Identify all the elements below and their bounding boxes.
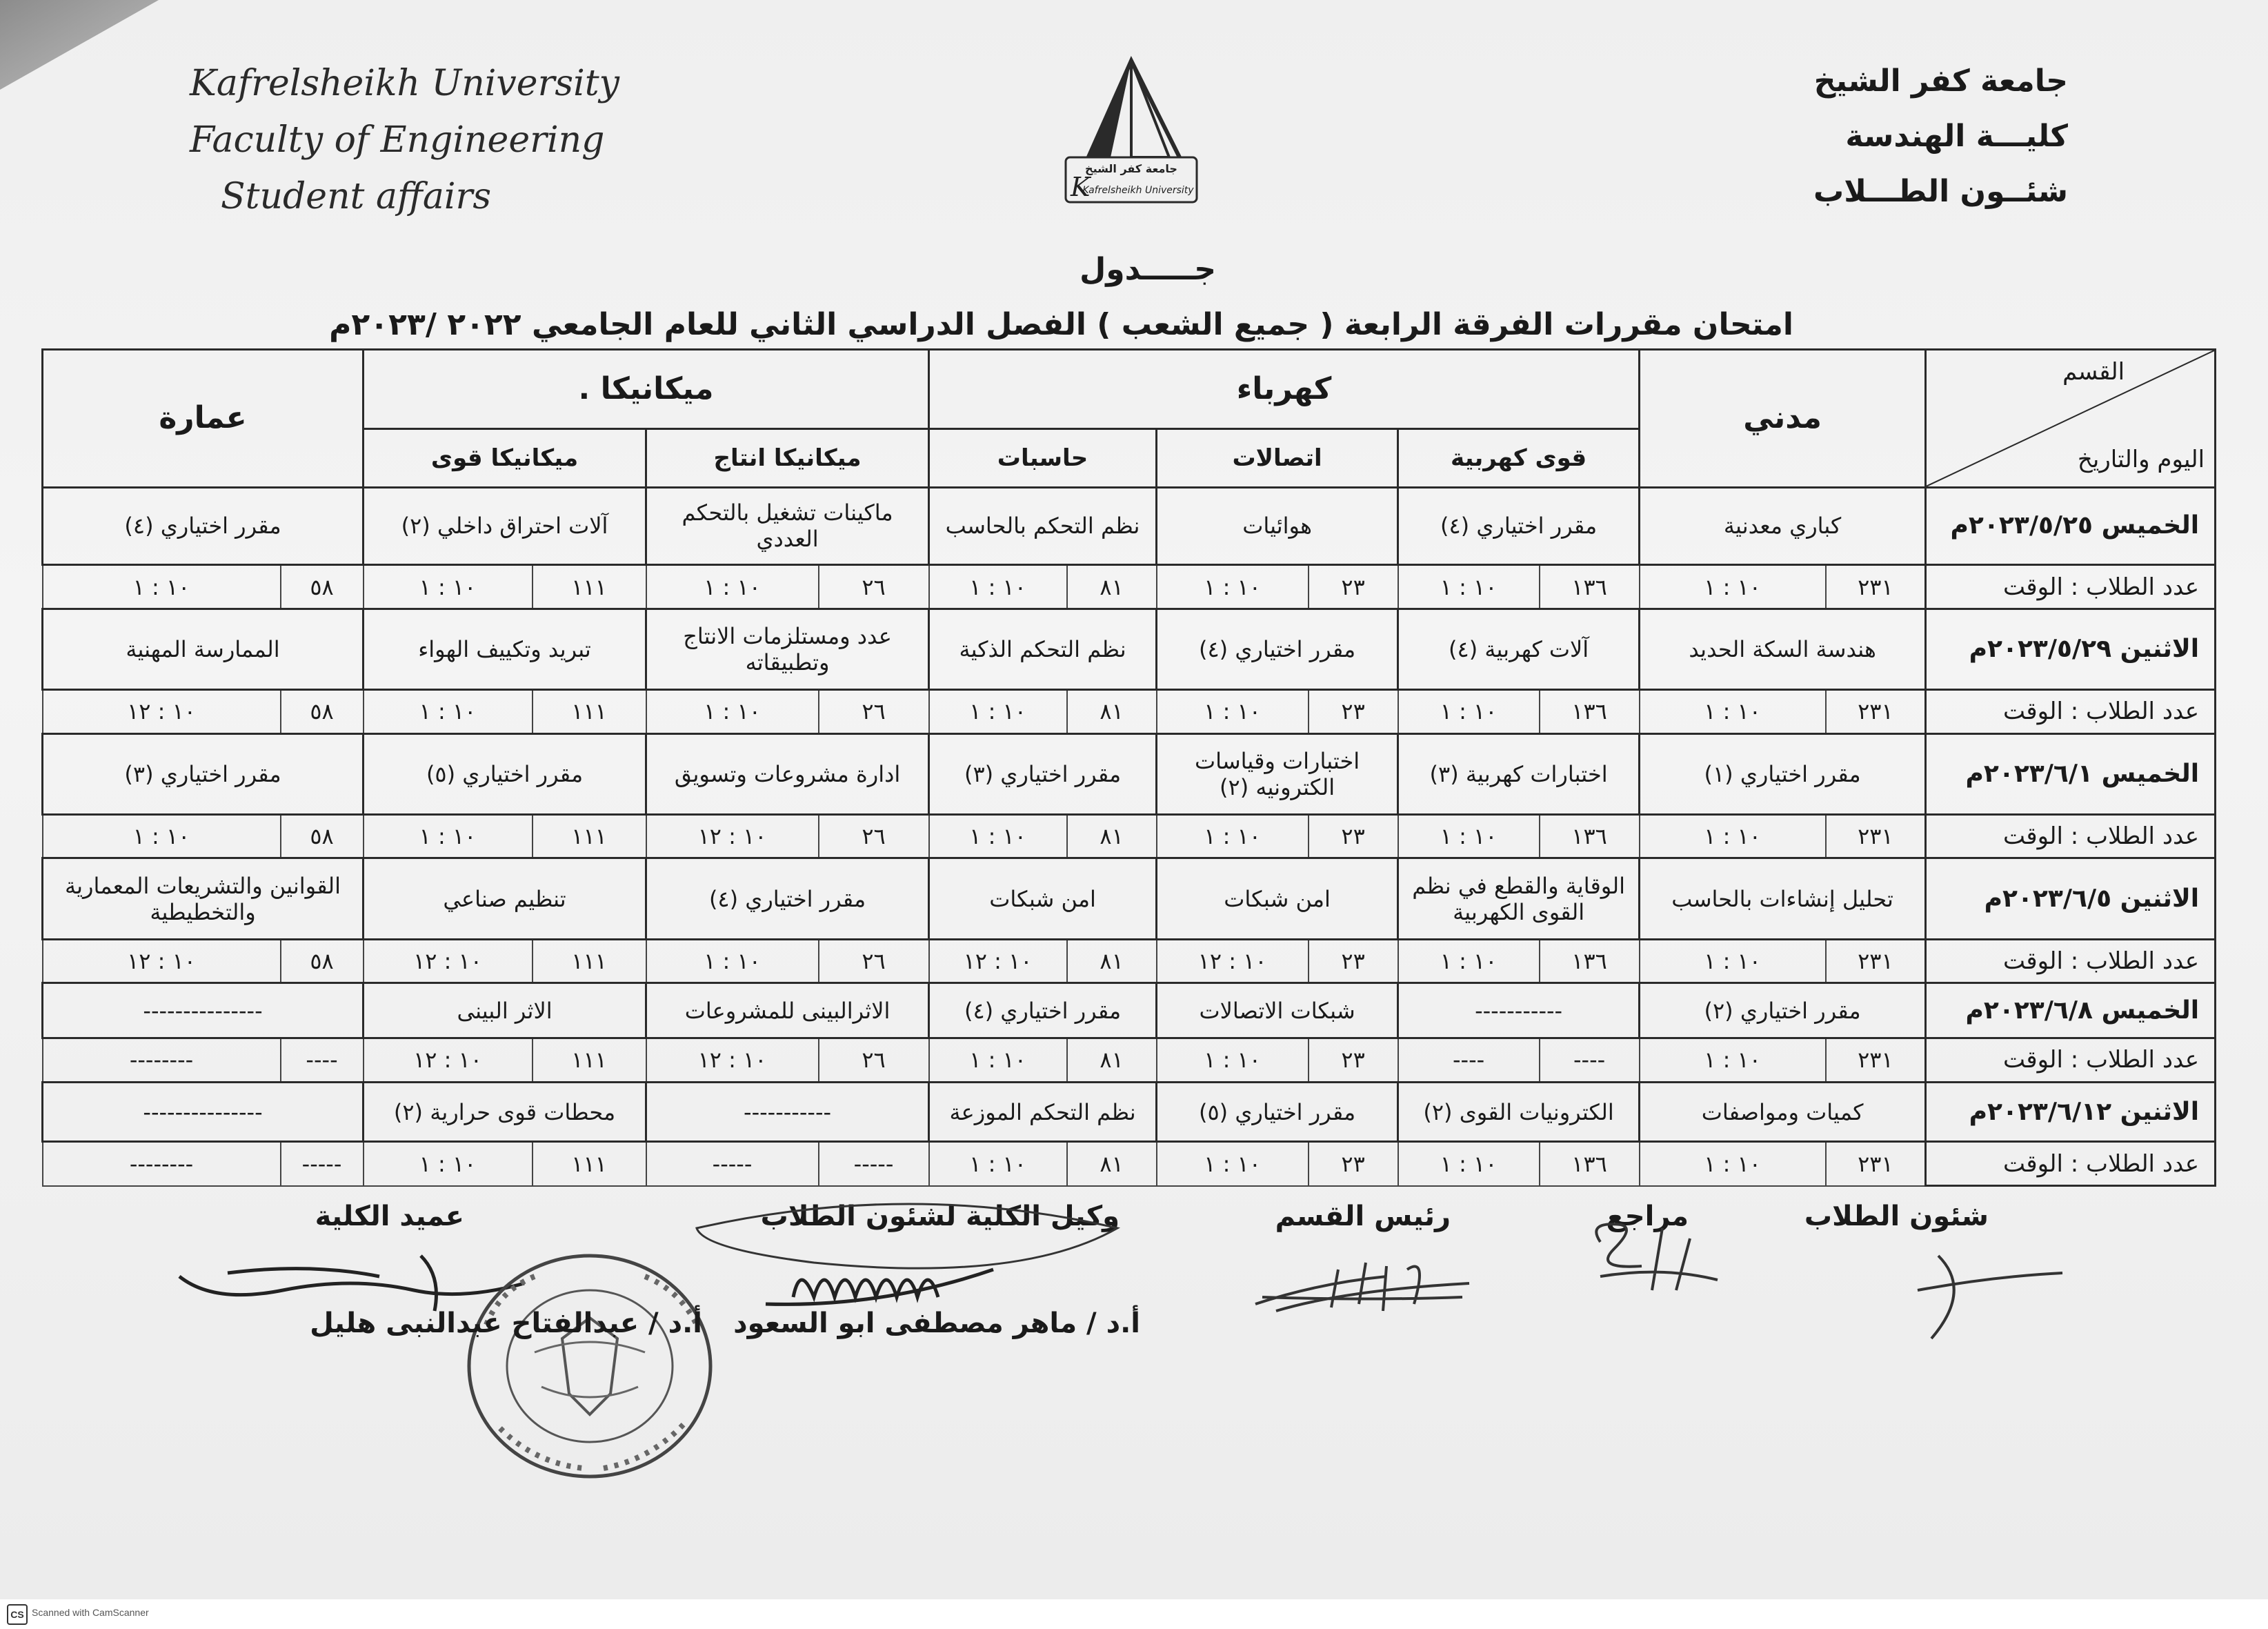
subject-comm: مقرر اختياري (٤)	[1157, 609, 1398, 689]
student-count-row	[43, 1142, 2216, 1186]
exam-time-comm: ١٠ : ١	[1157, 565, 1309, 609]
schedule-subtitle: امتحان مقررات الفرقة الرابعة ( جميع الشعب ) الفصل الدراسي الثاني للعام الجامعي ٢٠٢٢ /٢٠٢٣م	[329, 307, 1793, 342]
exam-time-prod: ١٠ : ١	[646, 939, 819, 983]
subject-comp: مقرر اختياري (٣)	[929, 733, 1157, 814]
subject-mpower: محطات قوى حرارية (٢)	[364, 1082, 646, 1142]
dept-mechanical-dot: .	[578, 371, 590, 407]
subject-comm: هوائيات	[1157, 487, 1398, 565]
branch-communications: اتصالات	[1157, 429, 1398, 488]
subject-power: مقرر اختياري (٤)	[1398, 487, 1640, 565]
student-count-prod: ٢٦	[819, 815, 929, 858]
subject-mpower: تبريد وتكييف الهواء	[364, 609, 646, 689]
exam-time-civil: ١٠ : ١	[1640, 939, 1826, 983]
sig-reviewer: مراجع	[1606, 1201, 1689, 1232]
exam-time-prod: ١٠ : ١	[646, 565, 819, 609]
student-count-arch: ٥٨	[281, 939, 364, 983]
student-count-comp: ٨١	[1067, 565, 1157, 609]
exam-time-arch: ١٠ : ١	[43, 565, 281, 609]
subject-mpower: مقرر اختياري (٥)	[364, 733, 646, 814]
sig-vice-dean: وكيل الكلية لشئون الطلاب	[760, 1201, 1120, 1232]
exam-time-power: ١٠ : ١	[1398, 690, 1540, 733]
exam-date: الخميس ٢٠٢٣/٦/١م	[1926, 733, 2216, 814]
student-count-arch: ٥٨	[281, 690, 364, 733]
exam-time-prod: -----	[646, 1142, 819, 1186]
subject-civil: هندسة السكة الحديد	[1640, 609, 1926, 689]
subject-comp: نظم التحكم بالحاسب	[929, 487, 1157, 565]
university-logo	[1048, 54, 1214, 213]
exam-time-comp: ١٠ : ١	[929, 1038, 1067, 1082]
exam-date: الاثنين ٢٠٢٣/٦/٥م	[1926, 858, 2216, 939]
sig-dept-head: رئيس القسم	[1275, 1201, 1451, 1232]
exam-date: الخميس ٢٠٢٣/٦/٨م	[1926, 983, 2216, 1038]
exam-day-row	[43, 1082, 2216, 1142]
header-arabic	[1654, 54, 2068, 219]
student-count-row	[43, 939, 2216, 983]
exam-time-arch: --------	[43, 1038, 281, 1082]
corner-dept-label: القسم	[2062, 358, 2125, 386]
schedule-grid	[41, 348, 2216, 1187]
student-count-mpower: ١١١	[533, 1142, 646, 1186]
exam-time-civil: ١٠ : ١	[1640, 1038, 1826, 1082]
subject-mpower: الاثر البينى	[364, 983, 646, 1038]
exam-time-power: ١٠ : ١	[1398, 565, 1540, 609]
corner-date-label: اليوم والتاريخ	[2077, 445, 2205, 473]
dept-civil: مدني	[1640, 350, 1926, 488]
student-count-comm: ٢٣	[1309, 690, 1398, 733]
subject-comm: اختبارات وقياسات الكترونيه (٢)	[1157, 733, 1398, 814]
header-english	[190, 55, 673, 225]
subject-prod: الاثرالبينى للمشروعات	[646, 983, 929, 1038]
exam-schedule-table	[41, 348, 2214, 1187]
exam-date: الاثنين ٢٠٢٣/٥/٢٩م	[1926, 609, 2216, 689]
department-name-en: Student affairs	[221, 176, 492, 217]
subject-civil: كباري معدنية	[1640, 487, 1926, 565]
exam-date: الخميس ٢٠٢٣/٥/٢٥م	[1926, 487, 2216, 565]
subject-comm: مقرر اختياري (٥)	[1157, 1082, 1398, 1142]
exam-day-row	[43, 733, 2216, 814]
exam-time-power: ١٠ : ١	[1398, 939, 1540, 983]
exam-time-power: ١٠ : ١	[1398, 815, 1540, 858]
student-count-mpower: ١١١	[533, 690, 646, 733]
student-affairs-signature	[1890, 1235, 2069, 1345]
sig-student-affairs: شئون الطلاب	[1804, 1201, 1989, 1232]
dept-head-signature	[1249, 1242, 1483, 1325]
student-count-comp: ٨١	[1067, 939, 1157, 983]
subject-arch: ---------------	[43, 1082, 364, 1142]
student-count-mpower: ١١١	[533, 939, 646, 983]
student-count-row	[43, 1038, 2216, 1082]
exam-time-civil: ١٠ : ١	[1640, 1142, 1826, 1186]
student-count-civil: ٢٣١	[1826, 815, 1926, 858]
exam-time-comp: ١٠ : ١	[929, 1142, 1067, 1186]
university-name-ar: جامعة كفر الشيخ	[1813, 63, 2068, 99]
exam-day-row	[43, 983, 2216, 1038]
student-count-power: ١٣٦	[1540, 815, 1640, 858]
student-count-mpower: ١١١	[533, 815, 646, 858]
subject-power: الكترونيات القوى (٢)	[1398, 1082, 1640, 1142]
vice-dean-name: أ.د / ماهر مصطفى ابو السعود	[733, 1307, 1140, 1339]
student-count-mpower: ١١١	[533, 1038, 646, 1082]
count-time-label: عدد الطلاب : الوقت	[1926, 565, 2216, 609]
student-count-arch: -----	[281, 1142, 364, 1186]
student-count-civil: ٢٣١	[1826, 1038, 1926, 1082]
subject-comp: مقرر اختياري (٤)	[929, 983, 1157, 1038]
department-name-ar: شئــون الطـــلاب	[1813, 174, 2068, 209]
exam-time-power: ١٠ : ١	[1398, 1142, 1540, 1186]
corner-header-cell	[1926, 350, 2216, 488]
student-count-power: ١٣٦	[1540, 690, 1640, 733]
university-name-en: Kafrelsheikh University	[190, 63, 620, 104]
student-count-power: ١٣٦	[1540, 939, 1640, 983]
exam-time-comm: ١٠ : ١	[1157, 690, 1309, 733]
exam-time-arch: ١٠ : ١٢	[43, 939, 281, 983]
student-count-row	[43, 565, 2216, 609]
subject-power: -----------	[1398, 983, 1640, 1038]
student-count-power: ١٣٦	[1540, 565, 1640, 609]
subject-civil: مقرر اختياري (١)	[1640, 733, 1926, 814]
student-count-power: ١٣٦	[1540, 1142, 1640, 1186]
subject-civil: كميات ومواصفات	[1640, 1082, 1926, 1142]
subject-comp: نظم التحكم الموزعة	[929, 1082, 1157, 1142]
subject-power: اختبارات كهربية (٣)	[1398, 733, 1640, 814]
faculty-name-ar: كليـــة الهندسة	[1845, 119, 2068, 154]
count-time-label: عدد الطلاب : الوقت	[1926, 1142, 2216, 1186]
exam-time-arch: --------	[43, 1142, 281, 1186]
student-count-comm: ٢٣	[1309, 1142, 1398, 1186]
exam-time-mpower: ١٠ : ١	[364, 565, 533, 609]
student-count-prod: -----	[819, 1142, 929, 1186]
count-time-label: عدد الطلاب : الوقت	[1926, 1038, 2216, 1082]
student-count-comm: ٢٣	[1309, 939, 1398, 983]
exam-time-mpower: ١٠ : ١٢	[364, 939, 533, 983]
dept-mechanical	[364, 350, 929, 429]
dept-architecture: عمارة	[43, 350, 364, 488]
exam-time-mpower: ١٠ : ١	[364, 690, 533, 733]
student-count-row	[43, 815, 2216, 858]
exam-time-arch: ١٠ : ١	[43, 815, 281, 858]
subject-comp: امن شبكات	[929, 858, 1157, 939]
exam-time-comp: ١٠ : ١	[929, 815, 1067, 858]
camscanner-icon: CS	[7, 1604, 28, 1625]
scanner-caption: Scanned with CamScanner	[32, 1607, 149, 1618]
count-time-label: عدد الطلاب : الوقت	[1926, 939, 2216, 983]
subject-arch: ---------------	[43, 983, 364, 1038]
subject-prod: ادارة مشروعات وتسويق	[646, 733, 929, 814]
student-count-prod: ٢٦	[819, 565, 929, 609]
count-time-label: عدد الطلاب : الوقت	[1926, 815, 2216, 858]
branch-power: قوى كهربية	[1398, 429, 1640, 488]
student-count-civil: ٢٣١	[1826, 690, 1926, 733]
student-count-prod: ٢٦	[819, 939, 929, 983]
exam-time-comp: ١٠ : ١٢	[929, 939, 1067, 983]
exam-time-mpower: ١٠ : ١	[364, 1142, 533, 1186]
student-count-arch: ٥٨	[281, 565, 364, 609]
subject-mpower: آلات احتراق داخلي (٢)	[364, 487, 646, 565]
subject-arch: الممارسة المهنية	[43, 609, 364, 689]
subject-prod: -----------	[646, 1082, 929, 1142]
logo-letter: K	[1071, 172, 1091, 202]
exam-time-mpower: ١٠ : ١	[364, 815, 533, 858]
student-count-comm: ٢٣	[1309, 815, 1398, 858]
dean-name: أ.د / عبدالفتاح عبدالنبى هليل	[310, 1307, 702, 1339]
subject-arch: القوانين والتشريعات المعمارية والتخطيطية	[43, 858, 364, 939]
reviewer-signature	[1580, 1201, 1738, 1311]
scanner-footer	[0, 1599, 2268, 1629]
vice-dean-signature	[676, 1187, 1159, 1325]
student-count-prod: ٢٦	[819, 690, 929, 733]
subject-comm: امن شبكات	[1157, 858, 1398, 939]
sig-dean: عميد الكلية	[315, 1201, 464, 1232]
subject-civil: مقرر اختياري (٢)	[1640, 983, 1926, 1038]
exam-time-comp: ١٠ : ١	[929, 690, 1067, 733]
subject-prod: عدد ومستلزمات الانتاج وتطبيقاته	[646, 609, 929, 689]
exam-time-comm: ١٠ : ١	[1157, 1142, 1309, 1186]
subject-mpower: تنظيم صناعي	[364, 858, 646, 939]
student-count-row	[43, 690, 2216, 733]
subject-arch: مقرر اختياري (٣)	[43, 733, 364, 814]
dept-electrical: كهرباء	[929, 350, 1640, 429]
subject-comp: نظم التحكم الذكية	[929, 609, 1157, 689]
branch-production: ميكانيكا انتاج	[646, 429, 929, 488]
branch-mech-power: ميكانيكا قوى	[364, 429, 646, 488]
exam-time-power: ----	[1398, 1038, 1540, 1082]
subject-civil: تحليل إنشاءات بالحاسب	[1640, 858, 1926, 939]
official-stamp	[459, 1249, 721, 1483]
exam-time-prod: ١٠ : ١	[646, 690, 819, 733]
subject-prod: ماكينات تشغيل بالتحكم العددي	[646, 487, 929, 565]
exam-time-mpower: ١٠ : ١٢	[364, 1038, 533, 1082]
faculty-name-en: Faculty of Engineering	[190, 119, 605, 161]
logo-bottom-text: Kafrelsheikh University	[1082, 185, 1194, 196]
schedule-title: جـــــدول	[1080, 252, 1216, 287]
exam-time-comm: ١٠ : ١	[1157, 1038, 1309, 1082]
student-count-comm: ٢٣	[1309, 565, 1398, 609]
exam-time-civil: ١٠ : ١	[1640, 815, 1826, 858]
subject-power: آلات كهربية (٤)	[1398, 609, 1640, 689]
exam-time-comm: ١٠ : ١	[1157, 815, 1309, 858]
exam-time-comm: ١٠ : ١٢	[1157, 939, 1309, 983]
student-count-comp: ٨١	[1067, 690, 1157, 733]
student-count-arch: ٥٨	[281, 815, 364, 858]
student-count-civil: ٢٣١	[1826, 939, 1926, 983]
exam-day-row	[43, 858, 2216, 939]
exam-time-arch: ١٠ : ١٢	[43, 690, 281, 733]
subject-power: الوقاية والقطع في نظم القوى الكهربية	[1398, 858, 1640, 939]
student-count-prod: ٢٦	[819, 1038, 929, 1082]
subject-comm: شبكات الاتصالات	[1157, 983, 1398, 1038]
student-count-comp: ٨١	[1067, 815, 1157, 858]
logo-top-text: جامعة كفر الشيخ	[1085, 162, 1177, 175]
subject-arch: مقرر اختياري (٤)	[43, 487, 364, 565]
student-count-comm: ٢٣	[1309, 1038, 1398, 1082]
count-time-label: عدد الطلاب : الوقت	[1926, 690, 2216, 733]
student-count-comp: ٨١	[1067, 1142, 1157, 1186]
exam-date: الاثنين ٢٠٢٣/٦/١٢م	[1926, 1082, 2216, 1142]
exam-time-prod: ١٠ : ١٢	[646, 1038, 819, 1082]
exam-time-comp: ١٠ : ١	[929, 565, 1067, 609]
exam-day-row	[43, 609, 2216, 689]
dept-mechanical-label: ميكانيكا	[600, 371, 714, 407]
student-count-arch: ----	[281, 1038, 364, 1082]
student-count-mpower: ١١١	[533, 565, 646, 609]
exam-day-row	[43, 487, 2216, 565]
subject-prod: مقرر اختياري (٤)	[646, 858, 929, 939]
branch-computers: حاسبات	[929, 429, 1157, 488]
student-count-comp: ٨١	[1067, 1038, 1157, 1082]
exam-time-civil: ١٠ : ١	[1640, 690, 1826, 733]
student-count-power: ----	[1540, 1038, 1640, 1082]
student-count-civil: ٢٣١	[1826, 1142, 1926, 1186]
exam-time-prod: ١٠ : ١٢	[646, 815, 819, 858]
exam-time-civil: ١٠ : ١	[1640, 565, 1826, 609]
student-count-civil: ٢٣١	[1826, 565, 1926, 609]
